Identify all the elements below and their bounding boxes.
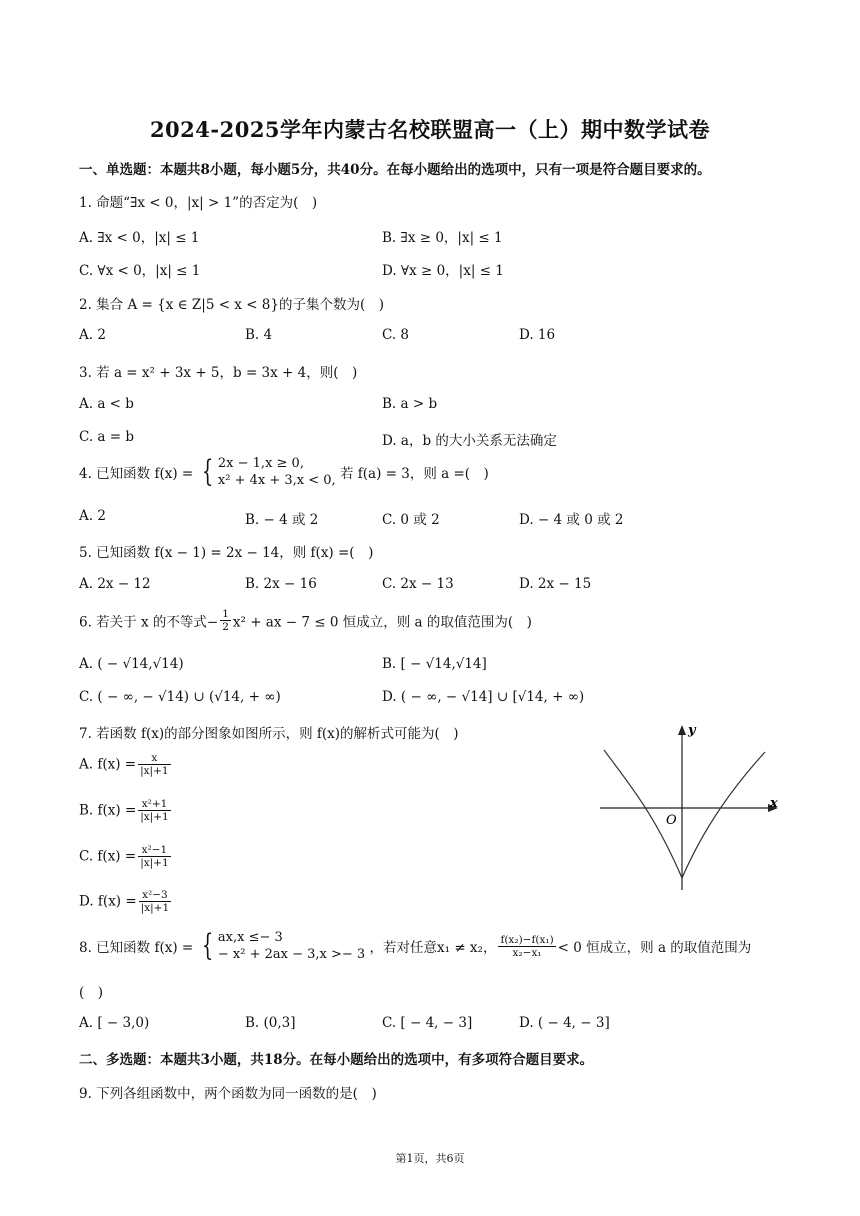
question-7-option-a [79, 752, 173, 777]
fraction-denominator: x₂−x₁ [498, 946, 555, 959]
fraction-denominator: |x|+1 [140, 765, 169, 777]
question-8-cases [218, 929, 365, 963]
question-2-option-d: D. 16 [519, 327, 556, 343]
fraction-numerator: x²+1 [141, 798, 168, 810]
fraction-denominator: |x|+1 [140, 857, 169, 869]
question-6-option-d: D. ( − ∞, − √14] ∪ [√14, + ∞) [382, 689, 585, 705]
curve-right-branch [682, 752, 765, 878]
question-5-option-d: D. 2x − 15 [519, 576, 592, 592]
fraction-numerator: x²−1 [141, 844, 168, 856]
fraction-numerator: x [151, 752, 158, 764]
x-axis-label: x [770, 796, 778, 811]
question-8-case-1: ax,x ≤− 3 [217, 930, 283, 945]
fraction-denominator: |x|+1 [140, 902, 170, 914]
question-8-mid: ，若对任意x₁ ≠ x₂， [369, 940, 497, 956]
question-4-option-b: B. − 4 或 2 [245, 512, 319, 528]
y-axis-arrow [678, 725, 686, 735]
question-6-suffix: x² + ax − 7 ≤ 0 恒成立，则 a 的取值范围为( ) [232, 614, 532, 631]
fraction-numerator: 1 [222, 608, 229, 620]
piecewise-brace: { [201, 454, 213, 489]
question-8-option-b: B. (0,3] [245, 1015, 296, 1031]
question-4-option-d: D. − 4 或 0 或 2 [519, 512, 624, 528]
question-5-stem: 5. 已知函数 f(x − 1) = 2x − 14，则 f(x) =( ) [79, 545, 374, 561]
question-9-stem: 9. 下列各组函数中，两个函数为同一函数的是( ) [79, 1086, 377, 1102]
question-8-option-c: C. [ − 4, − 3] [382, 1015, 473, 1031]
question-8-case-2: − x² + 2ax − 3,x >− 3 [217, 947, 366, 962]
option-label: B. f(x) = [79, 802, 137, 819]
question-5-option-b: B. 2x − 16 [245, 576, 317, 592]
question-4-case-1: 2x − 1,x ≥ 0, [217, 456, 304, 471]
fraction-numerator: f(x₂)−f(x₁) [500, 933, 554, 946]
section-multiple-choice-heading: 二、多选题：本题共3小题，共18分。在每小题给出的选项中，有多项符合题目要求。 [79, 1052, 594, 1068]
question-4-option-c: C. 0 或 2 [382, 512, 440, 528]
question-4-case-2: x² + 4x + 3,x < 0, [217, 473, 336, 488]
question-3-option-c: C. a = b [79, 429, 135, 445]
origin-label: O [666, 813, 677, 828]
question-2-option-b: B. 4 [245, 327, 273, 343]
fraction-numerator: x²−3 [142, 889, 168, 901]
question-1-option-c: C. ∀x < 0，|x| ≤ 1 [79, 263, 201, 279]
option-fraction [138, 752, 170, 777]
question-8-prefix: 8. 已知函数 f(x) = [79, 940, 194, 956]
question-6-option-a: A. ( − √14,√14) [79, 656, 184, 672]
question-7-function-graph [600, 720, 785, 895]
question-7-option-c [79, 844, 173, 869]
section-single-choice-heading: 一、单选题：本题共8小题，每小题5分，共40分。在每小题给出的选项中，只有一项是符合题目要求的。 [79, 162, 711, 178]
question-5-option-a: A. 2x − 12 [79, 576, 151, 592]
option-fraction [138, 844, 170, 869]
question-3-option-a: A. a < b [79, 396, 134, 412]
question-8-option-a: A. [ − 3,0) [79, 1015, 150, 1031]
question-4-stem [79, 455, 489, 489]
question-6-option-c: C. ( − ∞, − √14) ∪ (√14, + ∞) [79, 689, 281, 705]
question-6-fraction [220, 608, 231, 633]
question-4-suffix: 若 f(a) = 3，则 a =( ) [339, 466, 489, 482]
question-5-option-c: C. 2x − 13 [382, 576, 454, 592]
fraction-denominator: 2 [222, 621, 229, 633]
question-1-option-b: B. ∃x ≥ 0，|x| ≤ 1 [382, 230, 503, 246]
option-label: D. f(x) = [79, 893, 137, 910]
question-8-answer-paren: ( ) [79, 985, 104, 1001]
question-3-option-b: B. a > b [382, 396, 438, 412]
page-footer: 第1页，共6页 [395, 1152, 465, 1165]
question-2-option-a: A. 2 [79, 327, 106, 343]
option-fraction [138, 798, 170, 823]
question-1-stem: 1. 命题“∃x < 0，|x| > 1”的否定为( ) [79, 195, 318, 211]
question-4-option-a: A. 2 [79, 508, 106, 524]
question-1-option-a: A. ∃x < 0，|x| ≤ 1 [79, 230, 200, 246]
page-title: 2024-2025学年内蒙古名校联盟高一（上）期中数学试卷 [149, 117, 711, 142]
option-label: A. f(x) = [79, 756, 137, 773]
question-2-option-c: C. 8 [382, 327, 410, 343]
question-8-fraction [498, 934, 555, 959]
option-fraction [139, 889, 171, 914]
question-7-stem: 7. 若函数 f(x)的部分图象如图所示，则 f(x)的解析式可能为( ) [79, 726, 459, 742]
question-8-option-d: D. ( − 4, − 3] [519, 1015, 610, 1031]
question-8-stem [79, 929, 751, 963]
question-8-suffix: < 0 恒成立，则 a 的取值范围为 [557, 940, 752, 956]
question-3-stem: 3. 若 a = x² + 3x + 5，b = 3x + 4，则( ) [79, 365, 358, 381]
fraction-denominator: |x|+1 [140, 811, 169, 823]
question-2-stem: 2. 集合 A = {x ∈ Z|5 < x < 8}的子集个数为( ) [79, 297, 385, 313]
question-6-option-b: B. [ − √14,√14] [382, 656, 487, 672]
option-label: C. f(x) = [79, 848, 137, 865]
question-7-option-d [79, 889, 173, 914]
question-1-option-d: D. ∀x ≥ 0，|x| ≤ 1 [382, 263, 504, 279]
y-axis-label: y [688, 723, 696, 738]
question-4-cases [218, 455, 336, 489]
question-6-prefix: 6. 若关于 x 的不等式− [79, 614, 219, 631]
piecewise-brace: { [201, 928, 213, 963]
question-7-option-b [79, 798, 173, 823]
question-3-option-d: D. a，b 的大小关系无法确定 [382, 433, 557, 449]
question-4-prefix: 4. 已知函数 f(x) = [79, 466, 194, 482]
question-6-stem [79, 608, 532, 633]
